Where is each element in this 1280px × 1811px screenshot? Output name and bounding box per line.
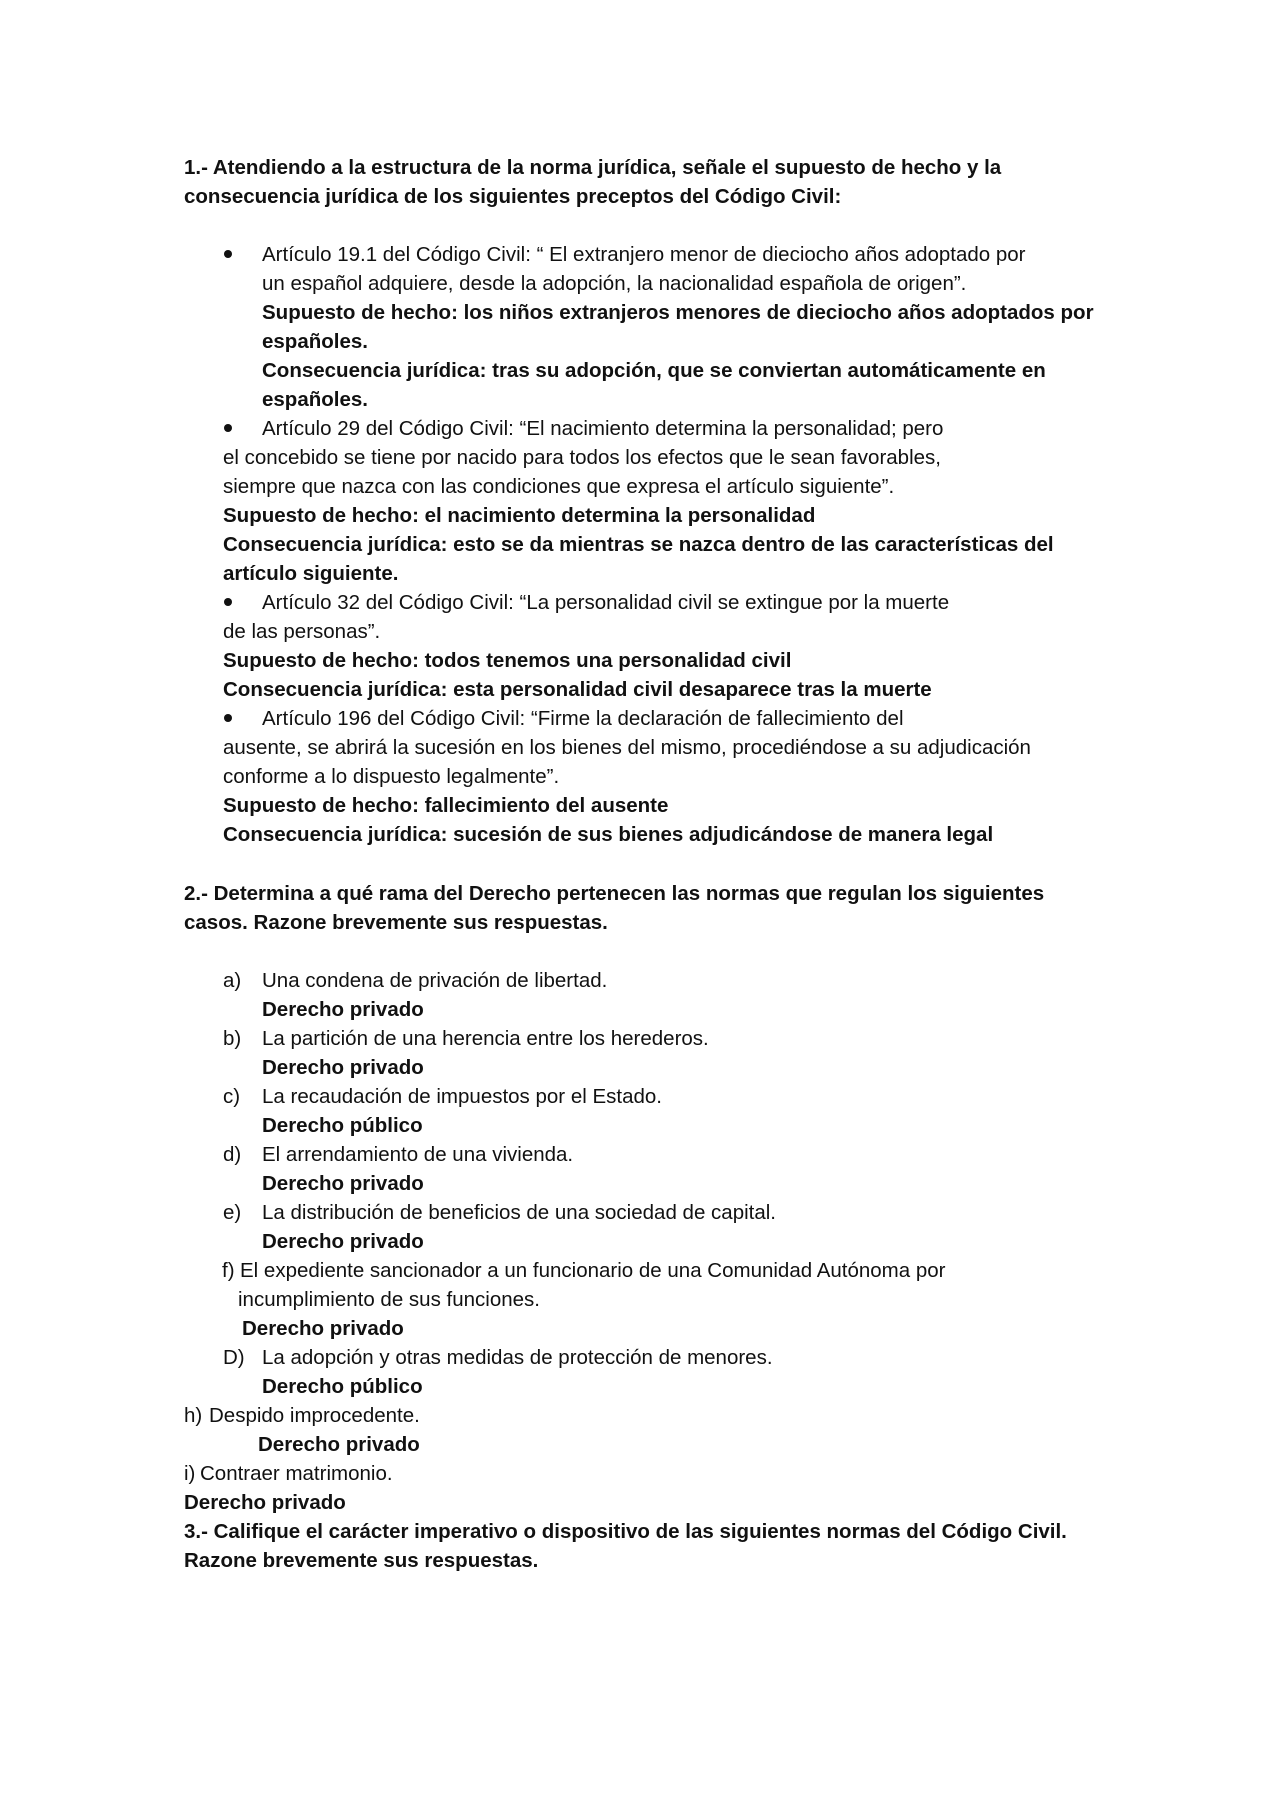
case-answer: Derecho privado: [242, 1317, 404, 1340]
list-marker: d): [223, 1143, 242, 1166]
case-text-continuation: incumplimiento de sus funciones.: [238, 1288, 540, 1311]
supuesto-de-hecho-line: Supuesto de hecho: fallecimiento del ausente: [223, 794, 669, 817]
bullet-icon: [224, 598, 232, 606]
bullet-icon: [224, 424, 232, 432]
consecuencia-juridica-line: españoles.: [262, 388, 368, 411]
article-text-line: Artículo 19.1 del Código Civil: “ El extranjero menor de dieciocho años adoptado por: [262, 243, 1026, 266]
case-text: La partición de una herencia entre los herederos.: [262, 1027, 709, 1050]
article-text-line: ausente, se abrirá la sucesión en los bienes del mismo, procediéndose a su adjudicación: [223, 736, 1031, 759]
supuesto-de-hecho-line: españoles.: [262, 330, 368, 353]
question-1-title-line-2: consecuencia jurídica de los siguientes preceptos del Código Civil:: [184, 185, 842, 208]
article-text-line: Artículo 32 del Código Civil: “La personalidad civil se extingue por la muerte: [262, 591, 950, 614]
supuesto-de-hecho-line: Supuesto de hecho: los niños extranjeros menores de dieciocho años adoptados por: [262, 301, 1094, 324]
list-marker: f): [222, 1259, 235, 1282]
case-answer: Derecho privado: [262, 1230, 424, 1253]
question-3-title-line-2: Razone brevemente sus respuestas.: [184, 1549, 539, 1572]
list-marker: b): [223, 1027, 242, 1050]
article-text-line: Artículo 196 del Código Civil: “Firme la declaración de fallecimiento del: [262, 707, 904, 730]
case-answer: Derecho privado: [258, 1433, 420, 1456]
article-text-line: conforme a lo dispuesto legalmente”.: [223, 765, 560, 788]
article-text-line: Artículo 29 del Código Civil: “El nacimiento determina la personalidad; pero: [262, 417, 944, 440]
consecuencia-juridica-line: Consecuencia jurídica: esto se da mientras se nazca dentro de las características del: [223, 533, 1054, 556]
supuesto-de-hecho-line: Supuesto de hecho: todos tenemos una personalidad civil: [223, 649, 792, 672]
case-text: La distribución de beneficios de una sociedad de capital.: [262, 1201, 776, 1224]
article-text-line: siempre que nazca con las condiciones que expresa el artículo siguiente”.: [223, 475, 895, 498]
case-text: Despido improcedente.: [209, 1404, 420, 1427]
case-answer: Derecho privado: [262, 1056, 424, 1079]
list-marker: e): [223, 1201, 242, 1224]
question-2-title-line-1: 2.- Determina a qué rama del Derecho pertenecen las normas que regulan los siguientes: [184, 882, 1045, 905]
bullet-icon: [224, 250, 232, 258]
consecuencia-juridica-line: Consecuencia jurídica: esta personalidad civil desaparece tras la muerte: [223, 678, 932, 701]
list-marker: c): [223, 1085, 241, 1108]
case-text: La adopción y otras medidas de protección de menores.: [262, 1346, 773, 1369]
question-3-title-line-1: 3.- Califique el carácter imperativo o dispositivo de las siguientes normas del Código Civil.: [184, 1520, 1067, 1543]
case-text: Contraer matrimonio.: [200, 1462, 393, 1485]
article-text-line: el concebido se tiene por nacido para todos los efectos que le sean favorables,: [223, 446, 941, 469]
list-marker: i): [184, 1462, 196, 1485]
case-text: Una condena de privación de libertad.: [262, 969, 608, 992]
list-marker: a): [223, 969, 242, 992]
supuesto-de-hecho-line: Supuesto de hecho: el nacimiento determina la personalidad: [223, 504, 816, 527]
list-marker: D): [223, 1346, 245, 1369]
case-answer: Derecho privado: [184, 1491, 346, 1514]
case-text: El arrendamiento de una vivienda.: [262, 1143, 574, 1166]
case-answer: Derecho público: [262, 1114, 423, 1137]
case-text: El expediente sancionador a un funcionario de una Comunidad Autónoma por: [240, 1259, 946, 1282]
case-answer: Derecho privado: [262, 1172, 424, 1195]
consecuencia-juridica-line: Consecuencia jurídica: tras su adopción, que se conviertan automáticamente en: [262, 359, 1046, 382]
bullet-icon: [224, 714, 232, 722]
question-2-title-line-2: casos. Razone brevemente sus respuestas.: [184, 911, 608, 934]
consecuencia-juridica-line: artículo siguiente.: [223, 562, 399, 585]
question-1-title-line-1: 1.- Atendiendo a la estructura de la norma jurídica, señale el supuesto de hecho y la: [184, 156, 1002, 179]
consecuencia-juridica-line: Consecuencia jurídica: sucesión de sus bienes adjudicándose de manera legal: [223, 823, 994, 846]
case-answer: Derecho privado: [262, 998, 424, 1021]
case-answer: Derecho público: [262, 1375, 423, 1398]
case-text: La recaudación de impuestos por el Estado.: [262, 1085, 663, 1108]
article-text-line: de las personas”.: [223, 620, 381, 643]
list-marker: h): [184, 1404, 203, 1427]
article-text-line: un español adquiere, desde la adopción, la nacionalidad española de origen”.: [262, 272, 967, 295]
